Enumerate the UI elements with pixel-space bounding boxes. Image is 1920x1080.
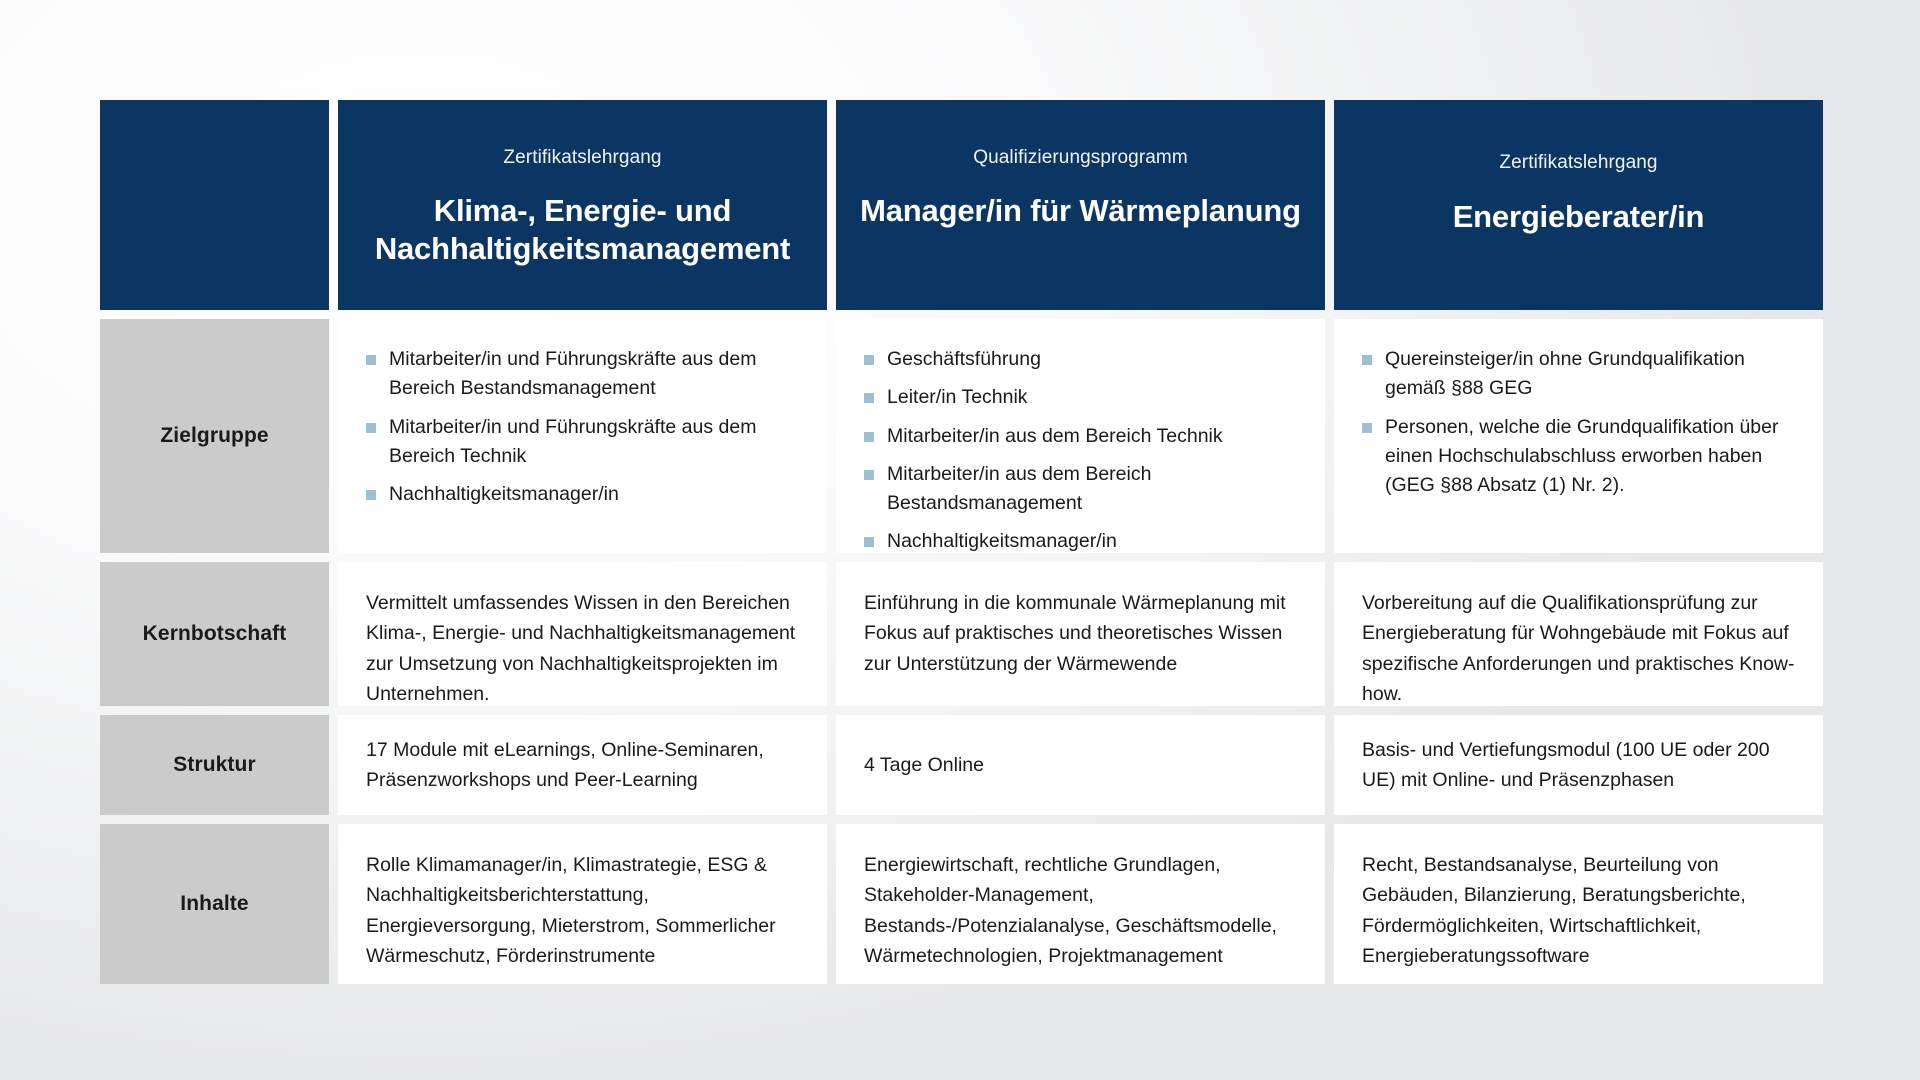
- bullet-list: [864, 345, 1297, 557]
- program-header-card-1[interactable]: [338, 100, 827, 310]
- header-corner-cell: [100, 100, 329, 310]
- cell-zielgruppe-2: [836, 319, 1325, 553]
- list-item-label: Mitarbeiter/in aus dem Bereich Bestandsmanagement: [887, 462, 1152, 514]
- list-item: [864, 527, 1297, 556]
- bullet-square-icon: [864, 393, 874, 403]
- bullet-square-icon: [366, 355, 376, 365]
- list-item: [366, 413, 799, 472]
- cell-inhalte-1: [338, 824, 827, 984]
- bullet-square-icon: [1362, 355, 1372, 365]
- cell-text: Energiewirtschaft, rechtliche Grundlagen, Stakeholder-Management, Bestands-/Potenzialanalyse, Geschäftsmodelle, Wärmetechnologien, Projektmanagement: [864, 854, 1277, 968]
- program-kicker-1: Zertifikatslehrgang: [503, 147, 662, 168]
- bullet-square-icon: [864, 470, 874, 480]
- program-title-1: Klima-, Energie- und Nachhaltigkeitsmanagement: [374, 192, 791, 267]
- cell-text: Basis- und Vertiefungsmodul (100 UE oder 200 UE) mit Online- und Präsenzphasen: [1362, 738, 1770, 791]
- cell-kernbotschaft-3: [1334, 562, 1823, 706]
- table-row-kernbotschaft: [100, 562, 1823, 706]
- list-item-label: Geschäftsführung: [887, 348, 1041, 370]
- row-label-kernbotschaft: Kernbotschaft: [100, 562, 329, 706]
- program-title-3: Energieberater/in: [1452, 198, 1705, 234]
- cell-text: Einführung in die kommunale Wärmeplanung mit Fokus auf praktisches und theoretisches Wissen zur Unterstützung der Wärmewende: [864, 592, 1286, 675]
- list-item-label: Nachhaltigkeitsmanager/in: [887, 530, 1117, 553]
- row-label-zielgruppe: Zielgruppe: [100, 319, 329, 553]
- cell-text: Vermittelt umfassendes Wissen in den Bereichen Klima-, Energie- und Nachhaltigkeitsmanagement zur Umsetzung von Nachhaltigkeitsprojekten im Unternehmen.: [366, 592, 796, 706]
- list-item: [864, 383, 1297, 412]
- cell-kernbotschaft-2: [836, 562, 1325, 706]
- bullet-square-icon: [864, 355, 874, 365]
- list-item-label: Mitarbeiter/in und Führungskräfte aus dem Bereich Bestandsmanagement: [389, 348, 757, 400]
- cell-text: 4 Tage Online: [864, 753, 984, 776]
- program-kicker-2: Qualifizierungsprogramm: [973, 147, 1188, 168]
- bullet-list: [366, 345, 799, 509]
- table-header-row: [100, 100, 1823, 310]
- cell-inhalte-2: [836, 824, 1325, 984]
- program-header-card-3[interactable]: [1334, 100, 1823, 310]
- bullet-list: [1362, 345, 1795, 500]
- list-item: [366, 345, 799, 404]
- list-item-label: Leiter/in Technik: [887, 386, 1028, 409]
- cell-zielgruppe-1: [338, 319, 827, 553]
- list-item-label: Quereinsteiger/in ohne Grundqualifikation gemäß §88 GEG: [1385, 348, 1745, 400]
- cell-kernbotschaft-1: [338, 562, 827, 706]
- cell-inhalte-3: [1334, 824, 1823, 984]
- list-item-label: Mitarbeiter/in aus dem Bereich Technik: [887, 424, 1223, 447]
- list-item: [864, 345, 1297, 374]
- comparison-table: [100, 100, 1823, 984]
- cell-struktur-1: [338, 715, 827, 815]
- program-kicker-3: Zertifikatslehrgang: [1499, 152, 1658, 173]
- row-label-struktur: Struktur: [100, 715, 329, 815]
- list-item-label: Personen, welche die Grundqualifikation über einen Hochschulabschluss erworben haben (GEG §88 Absatz (1) Nr. 2).: [1385, 415, 1779, 496]
- bullet-square-icon: [864, 432, 874, 442]
- cell-struktur-3: [1334, 715, 1823, 815]
- list-item: [366, 480, 799, 509]
- bullet-square-icon: [366, 490, 376, 500]
- list-item: [1362, 345, 1795, 404]
- table-row-struktur: [100, 715, 1823, 815]
- list-item-label: Mitarbeiter/in und Führungskräfte aus dem Bereich Technik: [389, 415, 757, 467]
- cell-struktur-2: [836, 715, 1325, 815]
- cell-text: Rolle Klimamanager/in, Klimastrategie, ESG & Nachhaltigkeitsberichterstattung, Energieversorgung, Mieterstrom, Sommerlicher Wärmeschutz, Förderinstrumente: [366, 854, 776, 968]
- bullet-square-icon: [366, 423, 376, 433]
- list-item: [1362, 413, 1795, 501]
- bullet-square-icon: [1362, 423, 1372, 433]
- list-item-label: Nachhaltigkeitsmanager/in: [389, 483, 619, 505]
- cell-zielgruppe-3: [1334, 319, 1823, 553]
- cell-text: Vorbereitung auf die Qualifikationsprüfung zur Energieberatung für Wohngebäude mit Fokus auf spezifische Anforderungen und praktisches Know-how.: [1362, 592, 1795, 706]
- list-item: [864, 460, 1297, 519]
- program-title-2: Manager/in für Wärmeplanung: [860, 192, 1301, 228]
- cell-text: Recht, Bestandsanalyse, Beurteilung von Gebäuden, Bilanzierung, Beratungsberichte, Fördermöglichkeiten, Wirtschaftlichkeit, Energieberatungssoftware: [1362, 854, 1746, 968]
- row-label-inhalte: Inhalte: [100, 824, 329, 984]
- list-item: [864, 422, 1297, 451]
- table-row-inhalte: [100, 824, 1823, 984]
- bullet-square-icon: [864, 537, 874, 547]
- cell-text: 17 Module mit eLearnings, Online-Seminaren, Präsenzworkshops und Peer-Learning: [366, 738, 764, 791]
- program-header-card-2[interactable]: [836, 100, 1325, 310]
- table-row-zielgruppe: [100, 319, 1823, 553]
